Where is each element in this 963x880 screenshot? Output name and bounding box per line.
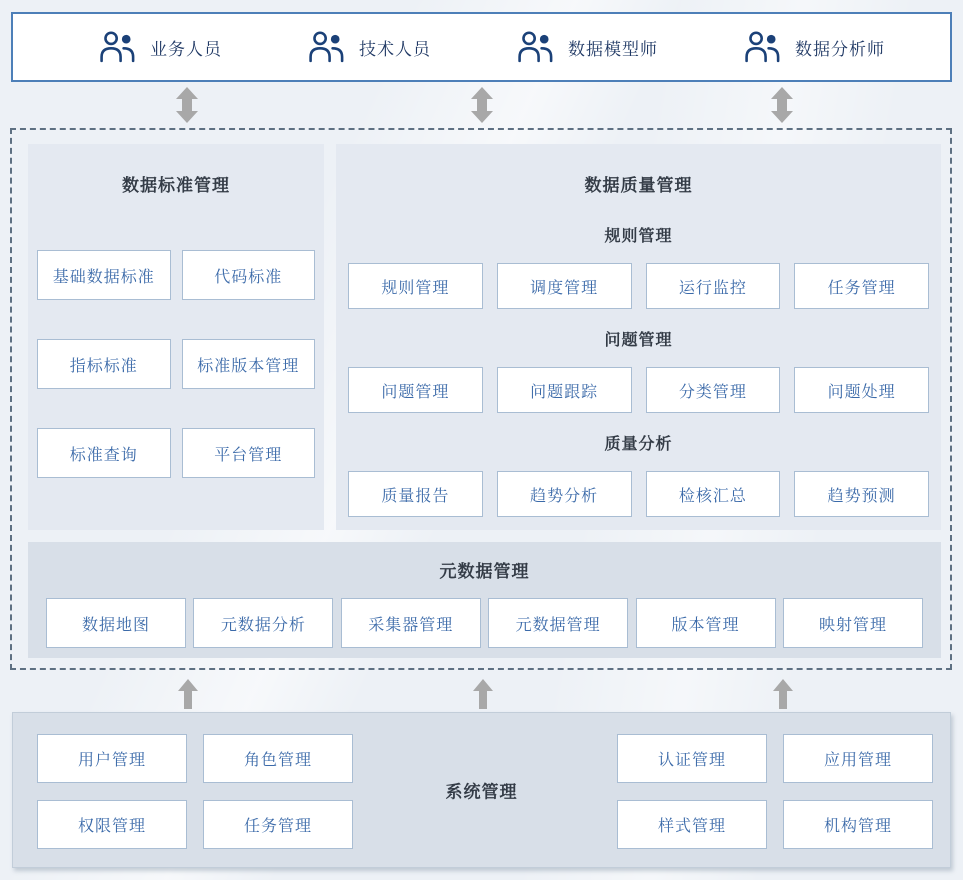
users-icon [99,29,137,65]
module-box: 调度管理 [497,263,632,309]
module-box: 分类管理 [646,367,781,413]
up-arrow-icon [472,678,494,710]
role-data-analyst [744,29,885,65]
role-label: 数据模型师 [568,39,658,59]
users-icon [308,29,346,65]
module-box: 权限管理 [37,800,187,849]
module-box: 运行监控 [646,263,781,309]
section-data-quality [336,144,941,530]
module-box: 标准版本管理 [182,339,316,389]
roles-box [11,12,952,82]
users-icon [517,29,555,65]
group-title: 规则管理 [604,228,673,245]
section-title: 元数据管理 [439,562,530,581]
section-title: 数据质量管理 [584,176,693,195]
system-left-modules [37,734,353,849]
module-box: 机构管理 [783,800,933,849]
module-box: 任务管理 [203,800,353,849]
role-business-user [99,29,222,65]
group-title: 质量分析 [604,436,673,453]
module-box: 检核汇总 [646,471,781,517]
section-data-standard [28,144,324,530]
module-box: 数据地图 [46,598,186,648]
module-box: 指标标准 [37,339,171,389]
module-box: 代码标准 [182,250,316,300]
module-box: 规则管理 [348,263,483,309]
module-box: 问题跟踪 [497,367,632,413]
platform-container [10,128,952,670]
role-label: 技术人员 [359,39,431,59]
module-box: 问题管理 [348,367,483,413]
up-arrow-icon [772,678,794,710]
module-box: 质量报告 [348,471,483,517]
module-box: 平台管理 [182,428,316,478]
section-system [12,712,951,868]
metadata-modules [28,598,941,648]
up-arrow-icon [177,678,199,710]
quality-rule-modules [336,263,941,309]
bidirectional-arrow-icon [770,86,794,124]
role-data-modeler [517,29,658,65]
module-box: 应用管理 [783,734,933,783]
module-box: 角色管理 [203,734,353,783]
role-label: 数据分析师 [795,39,885,59]
module-box: 样式管理 [617,800,767,849]
section-title: 数据标准管理 [122,176,230,195]
standard-modules [28,250,324,478]
module-box: 趋势预测 [794,471,929,517]
group-title: 问题管理 [604,332,673,349]
module-box: 趋势分析 [497,471,632,517]
module-box: 元数据管理 [488,598,628,648]
quality-issue-modules [336,367,941,413]
users-icon [744,29,782,65]
section-title: 系统管理 [445,782,518,802]
module-box: 版本管理 [636,598,776,648]
bidirectional-arrow-icon [175,86,199,124]
module-box: 基础数据标准 [37,250,171,300]
section-metadata [28,542,941,658]
module-box: 标准查询 [37,428,171,478]
module-box: 认证管理 [617,734,767,783]
bidirectional-arrow-icon [470,86,494,124]
module-box: 采集器管理 [341,598,481,648]
role-technical-user [308,29,431,65]
module-box: 用户管理 [37,734,187,783]
quality-analysis-modules [336,471,941,517]
system-right-modules [617,734,933,849]
module-box: 问题处理 [794,367,929,413]
role-label: 业务人员 [150,39,222,59]
module-box: 元数据分析 [193,598,333,648]
module-box: 映射管理 [783,598,923,648]
module-box: 任务管理 [794,263,929,309]
